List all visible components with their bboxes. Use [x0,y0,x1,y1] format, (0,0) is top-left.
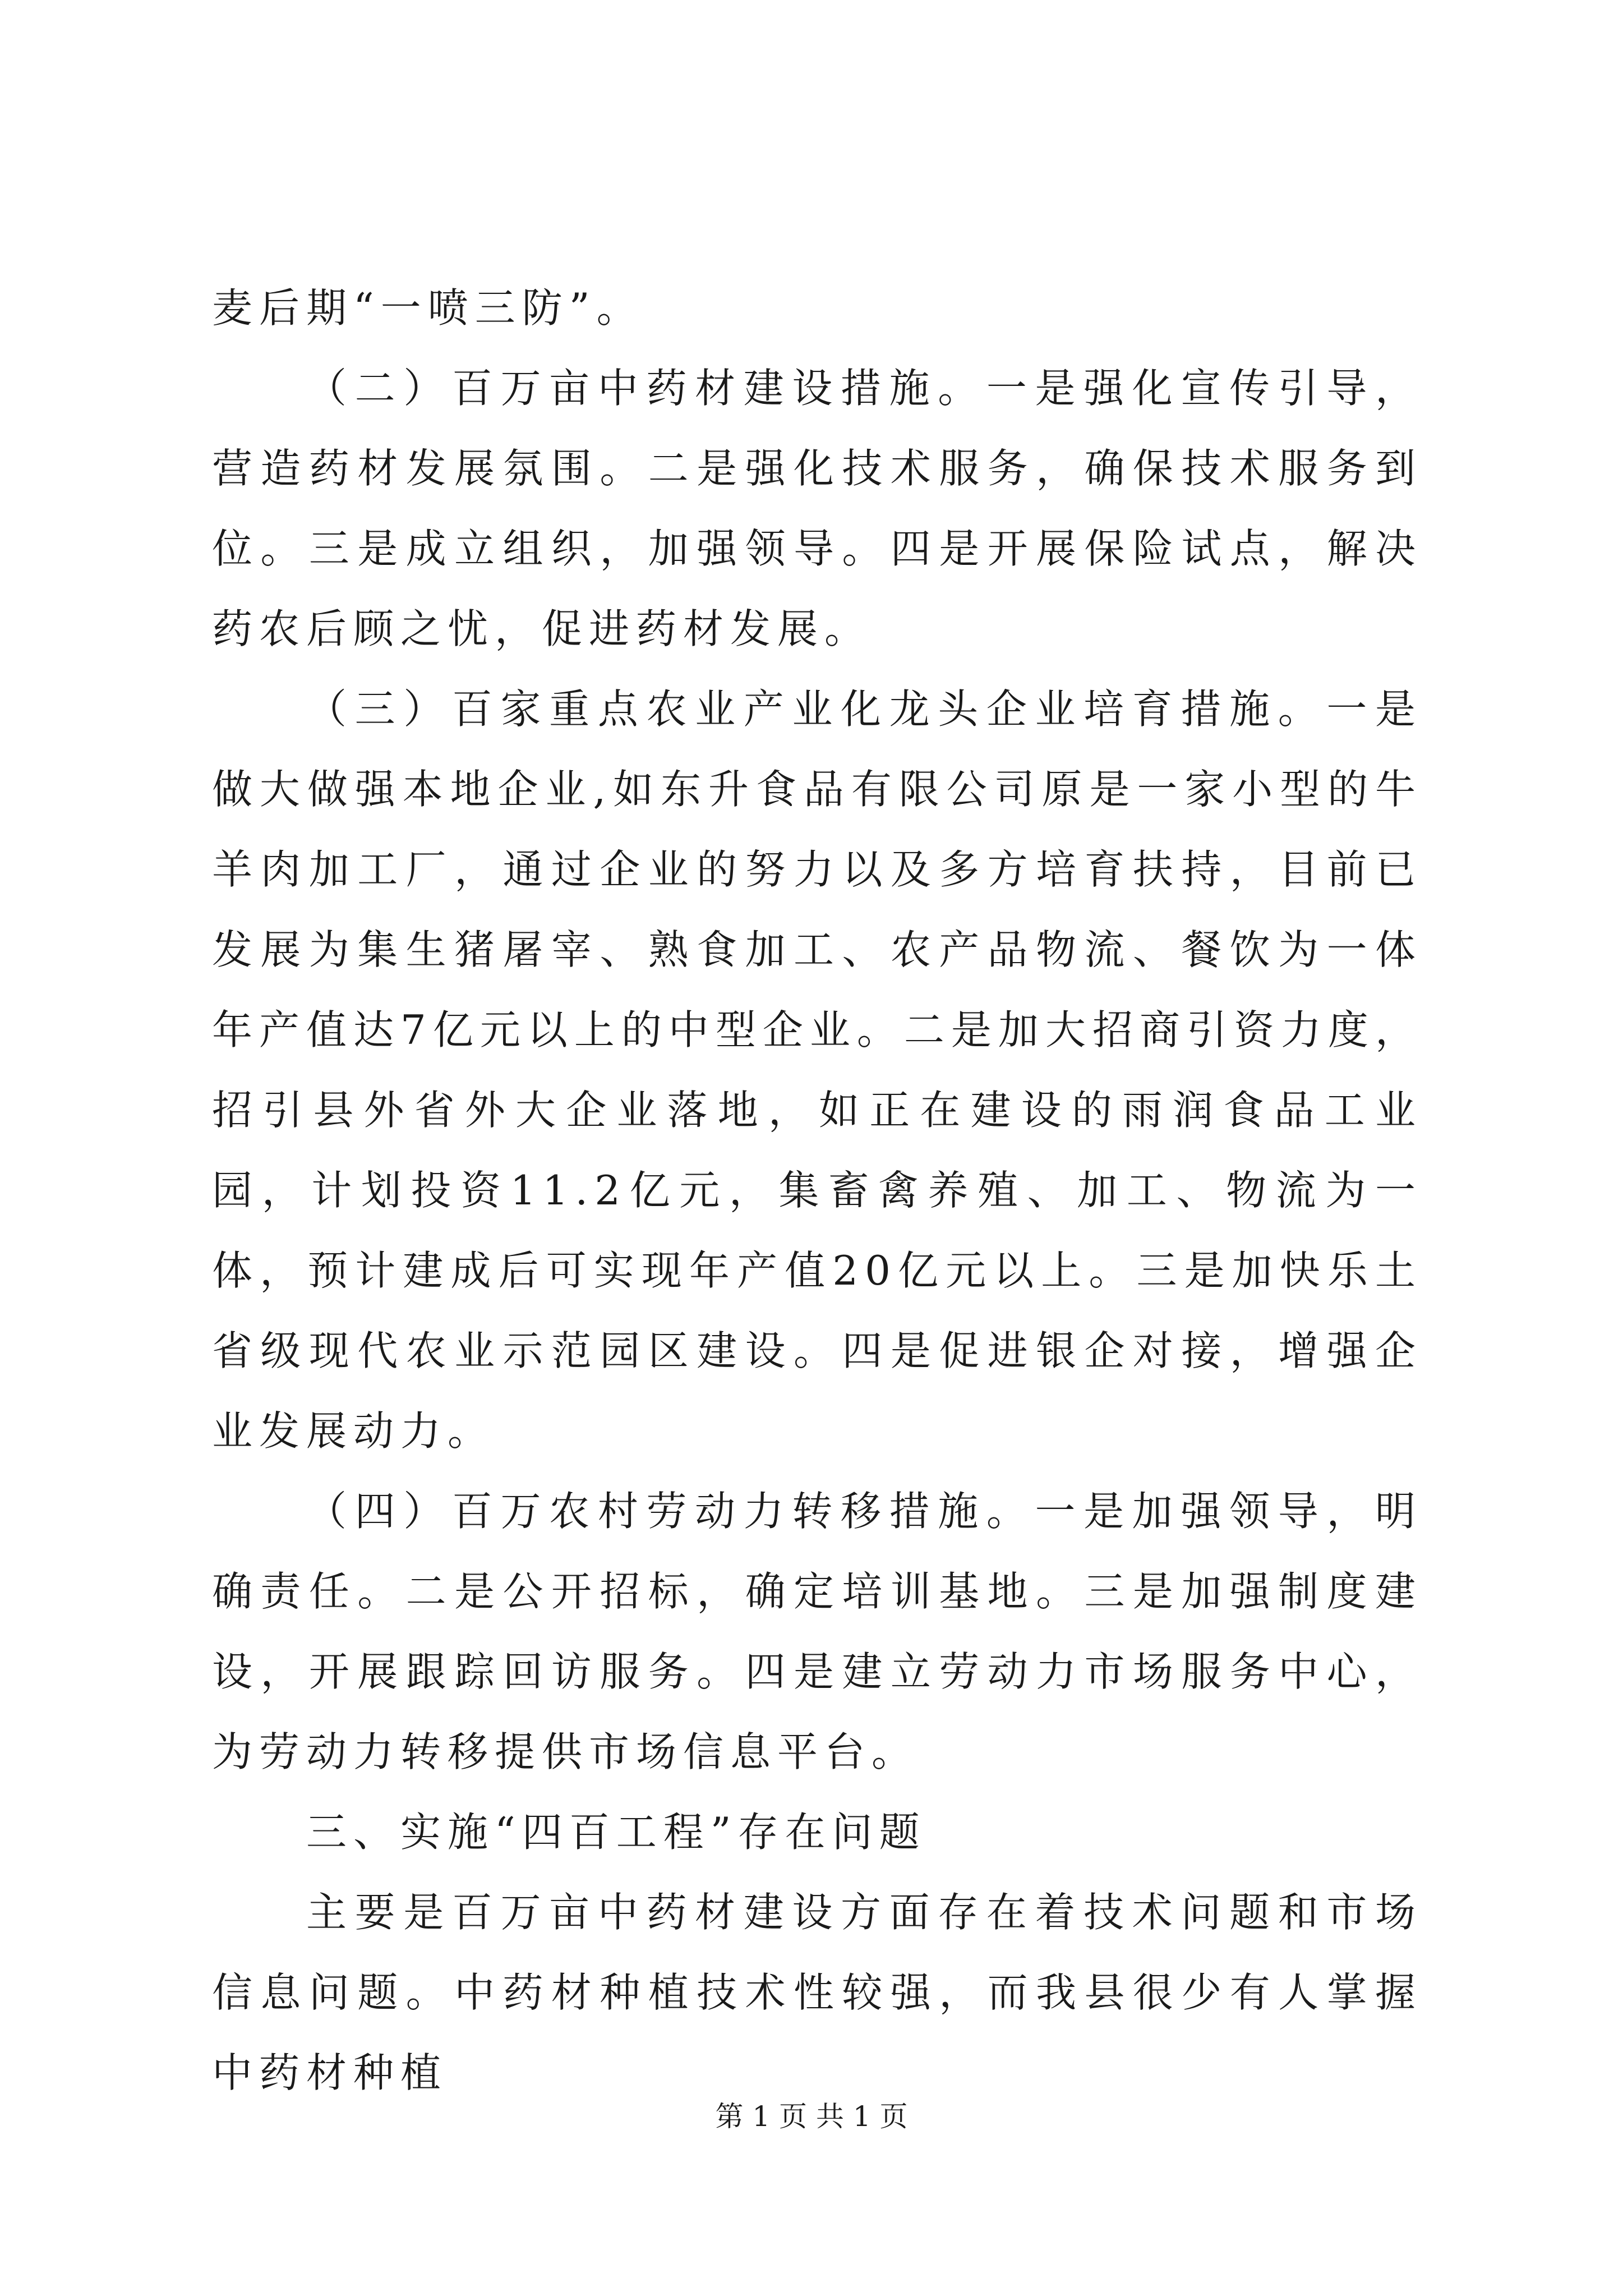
paragraph-labor-transfer-measures: （四）百万农村劳动力转移措施。一是加强领导，明确责任。二是公开招标，确定培训基地。三是加强制度建设，开展跟踪回访服务。四是建立劳动力市场服务中心，为劳动力转移提供市场信息平台。 [212,1488,1422,1775]
paragraph-problems: 主要是百万亩中药材建设方面存在着技术问题和市场信息问题。中药材种植技术性较强，而我县很少有人掌握中药材种植 [212,1889,1422,2096]
paragraph-leading-enterprise-measures: （三）百家重点农业产业化龙头企业培育措施。一是做大做强本地企业,如东升食品有限公司原是一家小型的牛羊肉加工厂，通过企业的努力以及多方培育扶持，目前已发展为集生猪屠宰、熟食加工、农产品物流、餐饮为一体年产值达7亿元以上的中型企业。二是加大招商引资力度，招引县外省外大企业落地，如正在建设的雨润食品工业园，计划投资11.2亿元，集畜禽养殖、加工、物流为一体，预计建成后可实现年产值20亿元以上。三是加快乐土省级现代农业示范园区建设。四是促进银企对接，增强企业发展动力。 [212,685,1422,1455]
page-footer: 第 1 页 共 1 页 [715,2100,908,2133]
paragraph-herbal-medicine-measures: （二）百万亩中药材建设措施。一是强化宣传引导，营造药材发展氛围。二是强化技术服务，确保技术服务到位。三是成立组织，加强领导。四是开展保险试点，解决药农后顾之忧，促进药材发展。 [212,365,1422,652]
paragraph-continuation: 麦后期“一喷三防”。 [212,284,644,332]
document-body [212,268,1422,2113]
section-heading-problems: 三、实施“四百工程”存在问题 [306,1809,926,1856]
